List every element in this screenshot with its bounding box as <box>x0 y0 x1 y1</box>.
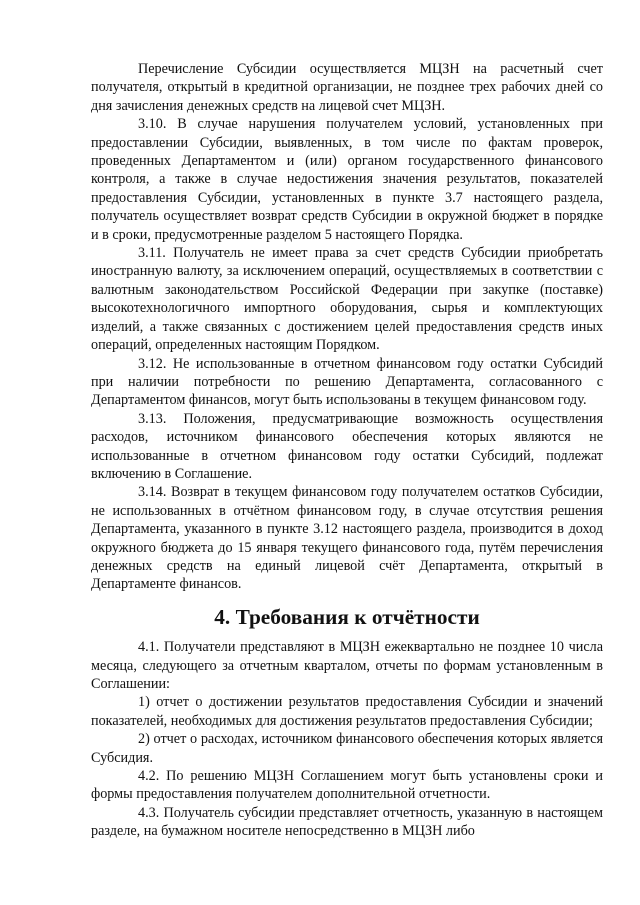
paragraph-3-10: 3.10. В случае нарушения получателем условий, установленных при предоставлении Субсидии, выявленных, в том числе по фактам проверок, проведенных Департаментом и (или) органом государственного финансового контроля, а также в случае недостижения значения результатов, показателей предоставления Субсидии, установленных в пункте 3.7 настоящего раздела, получатель осуществляет возврат средств Субсидии в окружной бюджет в порядке и в сроки, предусмотренные разделом 5 настоящего Порядка. <box>91 116 603 243</box>
paragraph-4-1: 4.1. Получатели представляют в МЦЗН ежеквартально не позднее 10 числа месяца, следующего за отчетным кварталом, отчеты по формам установленным в Соглашении: <box>91 639 603 692</box>
paragraph-subsidy-transfer: Перечисление Субсидии осуществляется МЦЗН на расчетный счет получателя, открытый в кредитной организации, не позднее трех рабочих дней со дня зачисления денежных средств на лицевой счет МЦЗН. <box>91 61 603 114</box>
paragraph-3-14: 3.14. Возврат в текущем финансовом году получателем остатков Субсидии, не использованных в отчётном финансовом году, в случае отсутствия решения Департамента, указанного в пункте 3.12 настоящего раздела, производится в доход окружного бюджета до 15 января текущего финансового года, путём перечисления денежных средств на единый лицевой счёт Департамента, открытый в Департаменте финансов. <box>91 484 603 593</box>
list-item-2: 2) отчет о расходах, источником финансового обеспечения которых является Субсидия. <box>91 731 603 766</box>
paragraph-3-11: 3.11. Получатель не имеет права за счет средств Субсидии приобретать иностранную валюту, за исключением операций, осуществляемых в соответствии с валютным законодательством Российской Федерации при закупке (поставке) высокотехнологичного импортного оборудования, сырья и комплектующих изделий, а также связанных с достижением целей предоставления средств иных операций, определенных настоящим Порядком. <box>91 245 603 354</box>
paragraph-4-3: 4.3. Получатель субсидии представляет отчетность, указанную в настоящем разделе, на бумажном носителе непосредственно в МЦЗН либо <box>91 804 603 840</box>
paragraph-3-13: 3.13. Положения, предусматривающие возможность осуществления расходов, источником финансового обеспечения которых являются не использованные в отчетном финансовом году остатки Субсидий, подлежат включению в Соглашение. <box>91 410 603 482</box>
section-heading: 4. Требования к отчётности <box>214 604 480 629</box>
list-item-1: 1) отчет о достижении результатов предоставления Субсидии и значений показателей, необходимых для достижения результатов предоставления Субсидии; <box>91 694 603 729</box>
paragraph-4-2: 4.2. По решению МЦЗН Соглашением могут быть установлены сроки и формы предоставления получателем дополнительной отчетности. <box>91 768 603 803</box>
paragraph-3-12: 3.12. Не использованные в отчетном финансовом году остатки Субсидий при наличии потребности по решению Департамента, согласованного с Департаментом финансов, могут быть использованы в текущем финансовом году. <box>91 355 603 409</box>
document-page <box>91 60 603 841</box>
